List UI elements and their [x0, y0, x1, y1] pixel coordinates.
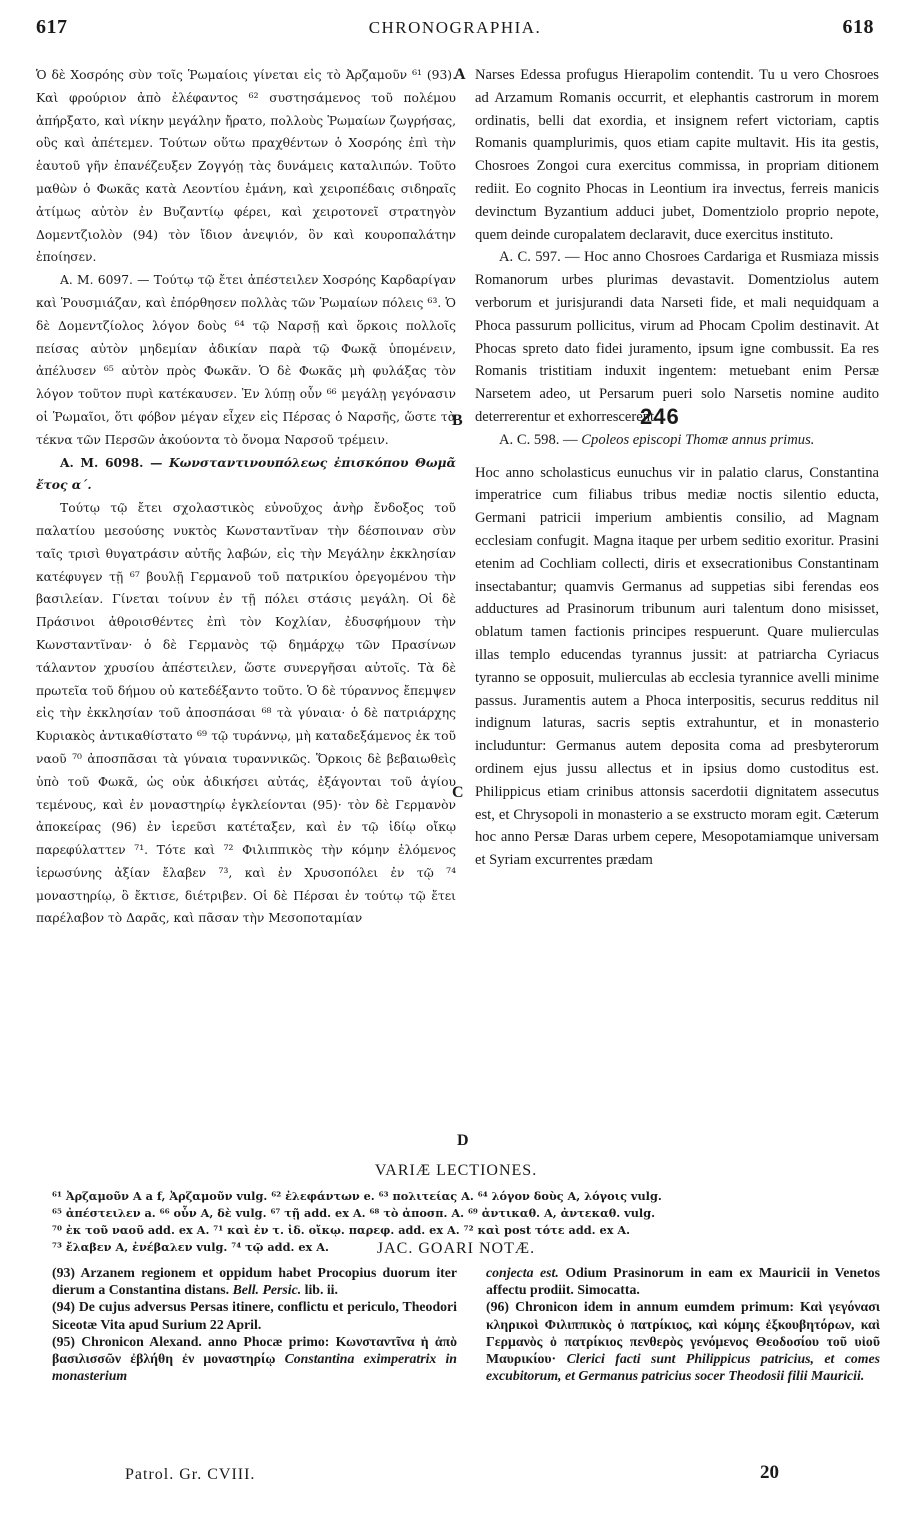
note-95-continued — [486, 1264, 880, 1298]
greek-year-subtitle: Κωνσταντινουπόλεως ἐπισκόπου Θωμᾶ ἔτος α΄. — [36, 454, 456, 493]
note-text-tail: lib. ii. — [304, 1282, 338, 1298]
note-citation: Bell. Persic. — [232, 1282, 302, 1298]
latin-paragraph: Hoc anno scholasticus eunuchus vir in palatio clarus, Constantina imperatrice cum filiabus tribus mediæ noctis silentio educta, Germani patricii imperium ambientis consilio, ad Magnam ecclesiam confugit. Magna itaque per urbem seditio exoritur. Prasini etenim ad Cochliam collecti, diris et exsecrationibus Constantinam insectabantur; quamvis Germanus ad suppetias sibi ferendas eos adductures ad Prasinorum tribunum auri talentum dono misisset, oblatum tamen factionis principes respuerunt. Quare mulierculas illas templo educendas tyrannus jussit: at patriarcha Cyriacus tyranno se opposuit, mulierculas ab ecclesia tyrannice avelli minime passus. Juramentis autem a Phoca interpositis, securus redditus nil indignum laturas, sacris septis extrahuntur, et in monasterio includuntur: Germanus autem deposita coma ad presbyterorum ordinem ejus jussu allectus et in ipsius domo custoditus est. Philippicus etiam crinibus attonsis sacerdotii dignitatem assecutus est, et Chrysopoli in monasterio a se exstructo moram egit. Cæterum hoc anno Persæ Daras urbem cepere, Mesopotamiamque universam et Syriam excurrentes prædam — [475, 464, 879, 869]
note-94: (94) De cujus adversus Persas itinere, conflictu et periculo, Theodori Siceotæ Vita apud Surium 22 April. — [52, 1299, 457, 1332]
margin-letter-b: B — [452, 412, 463, 429]
note-translation: conjecta est. — [486, 1265, 559, 1280]
variant-line: ⁷³ ἔλαβεν A, ἐνέβαλεν vulg. ⁷⁴ τῷ add. ex A. — [52, 1240, 329, 1254]
column-number: 246 — [640, 404, 680, 429]
latin-paragraph: Narses Edessa profugus Hierapolim contendit. Tu u vero Chosroes ad Arzamum Romanis occurrit, et elephantis castrorum in morem ordinatis, belli dat exordia, et insignem refert victoriam, captis Romanis quamplurimis, quos etiam capite multavit. His ita gestis, Chosroes Zongoi cura exercitus commissa, in propriam ditionem rediit. Eo cognito Phocas in Leontium ira invectus, ferreis manicis devinctum Byzantium adduci jubet, Domentziolo proprio nepote, quem deinde curopalatem declaravit, duce exercitus instituto. — [475, 67, 879, 243]
footer-series: Patrol. Gr. CVIII. — [125, 1466, 256, 1483]
note-translation: Constantina eximperatrix in monasterium — [52, 1351, 457, 1384]
latin-year-heading — [475, 429, 879, 452]
greek-paragraph: Ὁ δὲ Χοσρόης σὺν τοῖς Ῥωμαίοις γίνεται εἰς τὸ Ἀρζαμοῦν ⁶¹ (93). Καὶ φρούριον ἀπὸ ἐλέφαντος ⁶² συστησάμενος τοῦ πολέμου ἀπήρξατο, καὶ νίκην μεγάλην ἤρατο, πολλοὺς Ῥωμαίων ζωγρήσας, οὓς καὶ ἀπέτεμεν. Τούτων οὕτω πραχθέντων ὁ Χοσρόης ἐπὶ τὴν ἑαυτοῦ γῆν ἐπανέζευξεν Ζογγόῃ τὰς δυνάμεις καταλιπών. Τοῦτο μαθὼν ὁ Φωκᾶς κατὰ Λεοντίου ἐμάνη, καὶ χειροπέδαις σιδηραῖς ἀτίμως αὐτὸν ἐν Βυζαντίῳ φέρει, καὶ χειροτονεῖ στρατηγὸν Δομεντζιολὸν (94) τὸν ἴδιον ἀνεψιόν, ὃν καὶ κουροπαλάτην ἐποίησεν. — [36, 68, 456, 265]
margin-letter-a: A — [454, 66, 466, 83]
variae-lectiones-title: VARIÆ LECTIONES. — [374, 1162, 538, 1179]
variant-line: ⁶¹ Ἀρζαμοῦν A a f, Ἀρζαμοῦν vulg. ⁶² ἐλεφάντων e. ⁶³ πολιτείας A. ⁶⁴ λόγον δοὺς A, λόγοις vulg. — [52, 1189, 662, 1203]
note-95 — [52, 1333, 457, 1385]
note-96 — [486, 1298, 880, 1384]
variant-line: ⁷⁰ ἐκ τοῦ ναοῦ add. ex A. ⁷¹ καὶ ἐν τ. ἰδ. οἴκῳ. παρεφ. add. ex A. ⁷² καὶ post τότε add. ex A. — [52, 1223, 631, 1237]
note-text: (93) Arzanem regionem et oppidum habet Procopius duorum iter dierum a Constantina distans. — [52, 1265, 457, 1298]
note-93 — [52, 1264, 457, 1298]
latin-year-subtitle: Cpoleos episcopi Thomæ annus primus. — [581, 431, 815, 448]
variant-line: ⁶⁵ ἀπέστειλεν a. ⁶⁶ οὖν A, δὲ vulg. ⁶⁷ τῇ add. ex A. ⁶⁸ τὸ ἀποσπ. A. ⁶⁹ ἀντικαθ. A, ἀντεκαθ. vulg. — [52, 1206, 656, 1220]
latin-year-label: A. C. 598. — — [499, 431, 582, 448]
greek-year-label: Α. Μ. 6098. — — [60, 454, 169, 470]
latin-column — [475, 64, 879, 1164]
greek-column — [36, 64, 456, 1164]
page-number-right: 618 — [842, 16, 874, 38]
running-title: CHRONOGRAPHIA. — [368, 18, 542, 37]
greek-paragraph-text: Α. Μ. 6097. — Τούτῳ τῷ ἔτει ἀπέστειλεν Χοσρόης Καρδαρίγαν καὶ Ῥουσμιάζαν, καὶ ἐπόρθησεν πολλὰς τῶν Ῥωμαίων πόλεις ⁶³. Ὁ δὲ Δομεντζίολος λόγον δοὺς ⁶⁴ τῷ Ναρσῇ καὶ ὅρκοις πολλοῖς πείσας αὐτὸν μηδεμίαν ἀδικίαν παρὰ τῷ Φωκᾷ ὑπομένειν, ἀπέλυσεν ⁶⁵ αὐτὸν πρὸς Φωκᾶν. Ὁ δὲ Φωκᾶς μὴ φυλάξας τὸν λόγον τοῦτον πυρὶ κατέκαυσεν. Ἐν λύπῃ οὖν ⁶⁶ μεγάλῃ γεγόνασιν οἱ Ῥωμαῖοι, ὅτι φόβον μέγαν εἶχεν εἰς Πέρσας ὁ Ναρσῆς, ὥστε τὰ τέκνα τῶν Περσῶν ἀκούοντα τὸ ὄνομα Ναρσοῦ τρέμειν. — [36, 273, 456, 447]
note-text: (95) Chronicon Alexand. anno Phocæ primo: Κωνσταντῖνα ἡ ἀπὸ βασιλισσῶν ἐβλήθη ἐν μοναστηρίῳ — [52, 1333, 457, 1367]
signature-mark: 20 — [760, 1462, 779, 1483]
latin-paragraph: A. C. 597. — Hoc anno Chosroes Cardariga et Rusmiaza missis Romanorum urbes plurimas devastavit. Domentziolus autem verborum et jurisjurandi data Narseti fide, et mali nequidquam a Phoca passurum pollicitus, virum ad Phocam Cpolim destinavit. At Phocas spreto dato fidei juramento, ipsum igne combussit. Ea res Romanis tristitiam induxit ingentem: metuebant enim Persæ Narsetem adeo, ut Persarum pueri solo Narsetis nomine audito deterrerentur et exhorrescerent. — [475, 249, 879, 425]
notes-right-column — [486, 1264, 880, 1384]
greek-paragraph: Τούτῳ τῷ ἔτει σχολαστικὸς εὐνοῦχος ἀνὴρ ἔνδοξος τοῦ παλατίου μεσούσης νυκτὸς Κωνσταντῖναν τὴν δέσποιναν σὺν ταῖς τρισὶ θυγατράσιν αὐτῆς λαβών, εἰς τὴν Μεγάλην ἐκκλησίαν κατέφυγεν τῇ ⁶⁷ βουλῇ Γερμανοῦ τοῦ πατρικίου ὀρεγομένου τὴν βασιλείαν. Γίνεται τοίνυν ἐν τῇ πόλει στάσις μεγάλη. Οἱ δὲ Πράσινοι ἀθροισθέντες ἐπὶ τὸν Κοχλίαν, ἐδυσφήμουν τὴν Κωνσταντῖναν· ὁ δὲ Γερμανὸς τῷ δημάρχῳ τῶν Πρασίνων τάλαντον χρυσίου ἀπέστειλεν, ὥστε συνεργῆσαι αὐτοῖς. Τὰ δὲ πρωτεῖα τοῦ δήμου οὐ κατεδέξαντο τοῦτο. Ὁ δὲ τύραννος ἔπεμψεν εἰς τὴν ἐκκλησίαν τοῦ ἀποσπάσαι ⁶⁸ τὰ γύναια· ὁ δὲ πατριάρχης Κυριακὸς ἀντικαθίστατο ⁶⁹ τῷ τυράννῳ, μὴ καταδεξάμενος ἐκ τοῦ ναοῦ ⁷⁰ ἀποσπᾶσαι τὰ γύναια τυραννικῶς. Ὅρκοις δὲ βεβαιωθεὶς ὑπὸ τοῦ Φωκᾶ, ὡς οὐκ ἀδικήσει αὐτάς, ἐξάγονται τοῦ ἁγίου τεμένους, καὶ ἐν μοναστηρίῳ ἐγκλείονται (95)· τὸν δὲ Γερμανὸν ἀποκείρας (96) ἐν ἱερεῦσι κατέταξεν, καὶ ἐν τῷ ἰδίῳ οἴκῳ παρεφύλαττεν ⁷¹. Τότε καὶ ⁷² Φιλιππικὸς τὴν κόμην ἐλόμενος ἱερωσύνης ἀξίαν ἔλαβεν ⁷³, καὶ ἐν Χρυσοπόλει ἐν τῷ ⁷⁴ μοναστηρίῳ, ὃ ἔκτισε, διέτριβεν. Οἱ δὲ Πέρσαι ἐν τούτῳ τῷ ἔτει παρέλαβον τὸ Δαρᾶς, καὶ πᾶσαν τὴν Μεσοποταμίαν — [36, 501, 456, 926]
paragraph-gap — [475, 452, 879, 462]
page-header — [36, 12, 874, 46]
greek-year-entry — [36, 269, 456, 451]
note-text: Odium Prasinorum in eam ex Mauricii in Venetos affectu prodiit. Simocatta. — [486, 1265, 881, 1298]
margin-letter-d: D — [457, 1132, 469, 1149]
note-text: (96) Chronicon idem in annum eumdem primum: Καὶ γεγόνασι κληρικοὶ Φιλιππικὸς ὁ πατρίκιος, καὶ κόμης ἐξκουβητόρων, καὶ Γερμανὸς ὁ πατρίκιος πενθερὸς γενόμενος Θεοδοσίου τοῦ υἱοῦ Μαυρικίου· — [486, 1299, 880, 1367]
greek-year-heading — [36, 452, 456, 498]
notes-left-column — [52, 1264, 457, 1384]
notes-title: JAC. GOARI NOTÆ. — [376, 1240, 536, 1257]
page-number-left: 617 — [36, 16, 68, 38]
note-translation: Clerici facti sunt Philippicus patricius, et comes excubitorum, et Germanus patricius socer Theodosii filii Mauricii. — [486, 1351, 880, 1384]
margin-letter-c: C — [452, 784, 464, 801]
